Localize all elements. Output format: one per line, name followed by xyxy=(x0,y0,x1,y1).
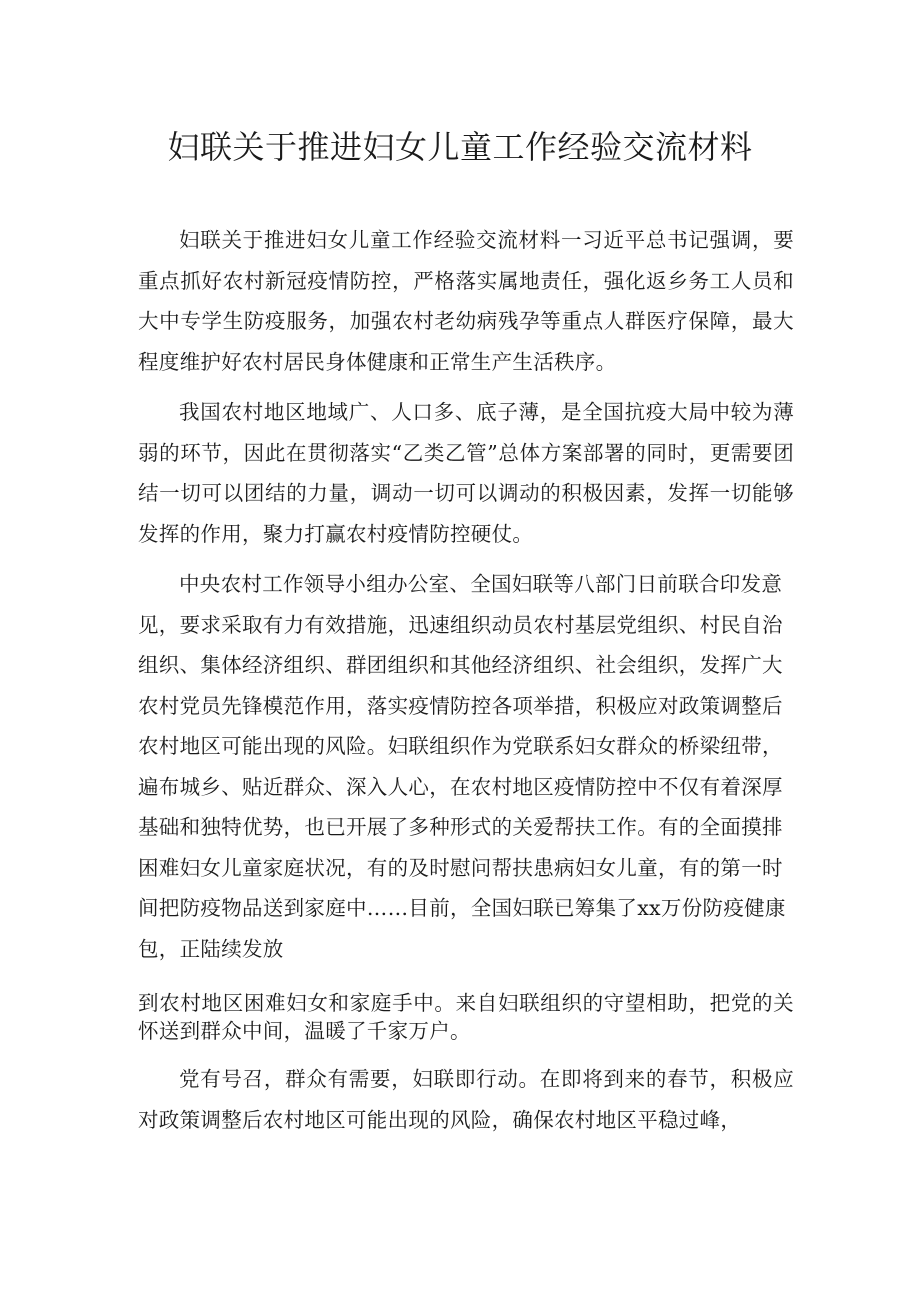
paragraph-2: 我国农村地区地域广、人口多、底子薄，是全国抗疫大局中较为薄弱的环节，因此在贯彻落实“乙类乙管”总体方案部署的同时，更需要团结一切可以团结的力量，调动一切可以调动的积极因素，发挥一切能够发挥的作用，聚力打赢农村疫情防控硬仗。 xyxy=(138,400,794,546)
paragraph-3-continued: 到农村地区困难妇女和家庭手中。来自妇联组织的守望相助，把党的关怀送到群众中间，温暖了千家万户。 xyxy=(138,991,794,1043)
paragraph-1: 妇联关于推进妇女儿童工作经验交流材料一习近平总书记强调，要重点抓好农村新冠疫情防控，严格落实属地责任，强化返乡务工人员和大中专学生防疫服务，加强农村老幼病残孕等重点人群医疗保障，最大程度维护好农村居民身体健康和正常生产生活秩序。 xyxy=(138,228,794,374)
paragraph-3: 中央农村工作领导小组办公室、全国妇联等八部门日前联合印发意见，要求采取有力有效措施，迅速组织动员农村基层党组织、村民自治组织、集体经济组织、群团组织和其他经济组织、社会组织，发挥广大农村党员先锋模范作用，落实疫情防控各项举措，积极应对政策调整后农村地区可能出现的风险。妇联组织作为党联系妇女群众的桥梁纽带，遍布城乡、贴近群众、深入人心，在农村地区疫情防控中不仅有着深厚基础和独特优势，也已开展了多种形式的关爱帮扶工作。有的全面摸排困难妇女儿童家庭状况，有的及时慰问帮扶患病妇女儿童，有的第一时间把防疫物品送到家庭中……目前，全国妇联已筹集了xx万份防疫健康包，正陆续发放 xyxy=(138,572,786,961)
document-body xyxy=(138,220,794,1140)
document-title: 妇联关于推进妇女儿童工作经验交流材料 xyxy=(167,128,753,166)
paragraph-4: 党有号召，群众有需要，妇联即行动。在即将到来的春节，积极应对政策调整后农村地区可能出现的风险，确保农村地区平稳过峰， xyxy=(138,1067,794,1132)
